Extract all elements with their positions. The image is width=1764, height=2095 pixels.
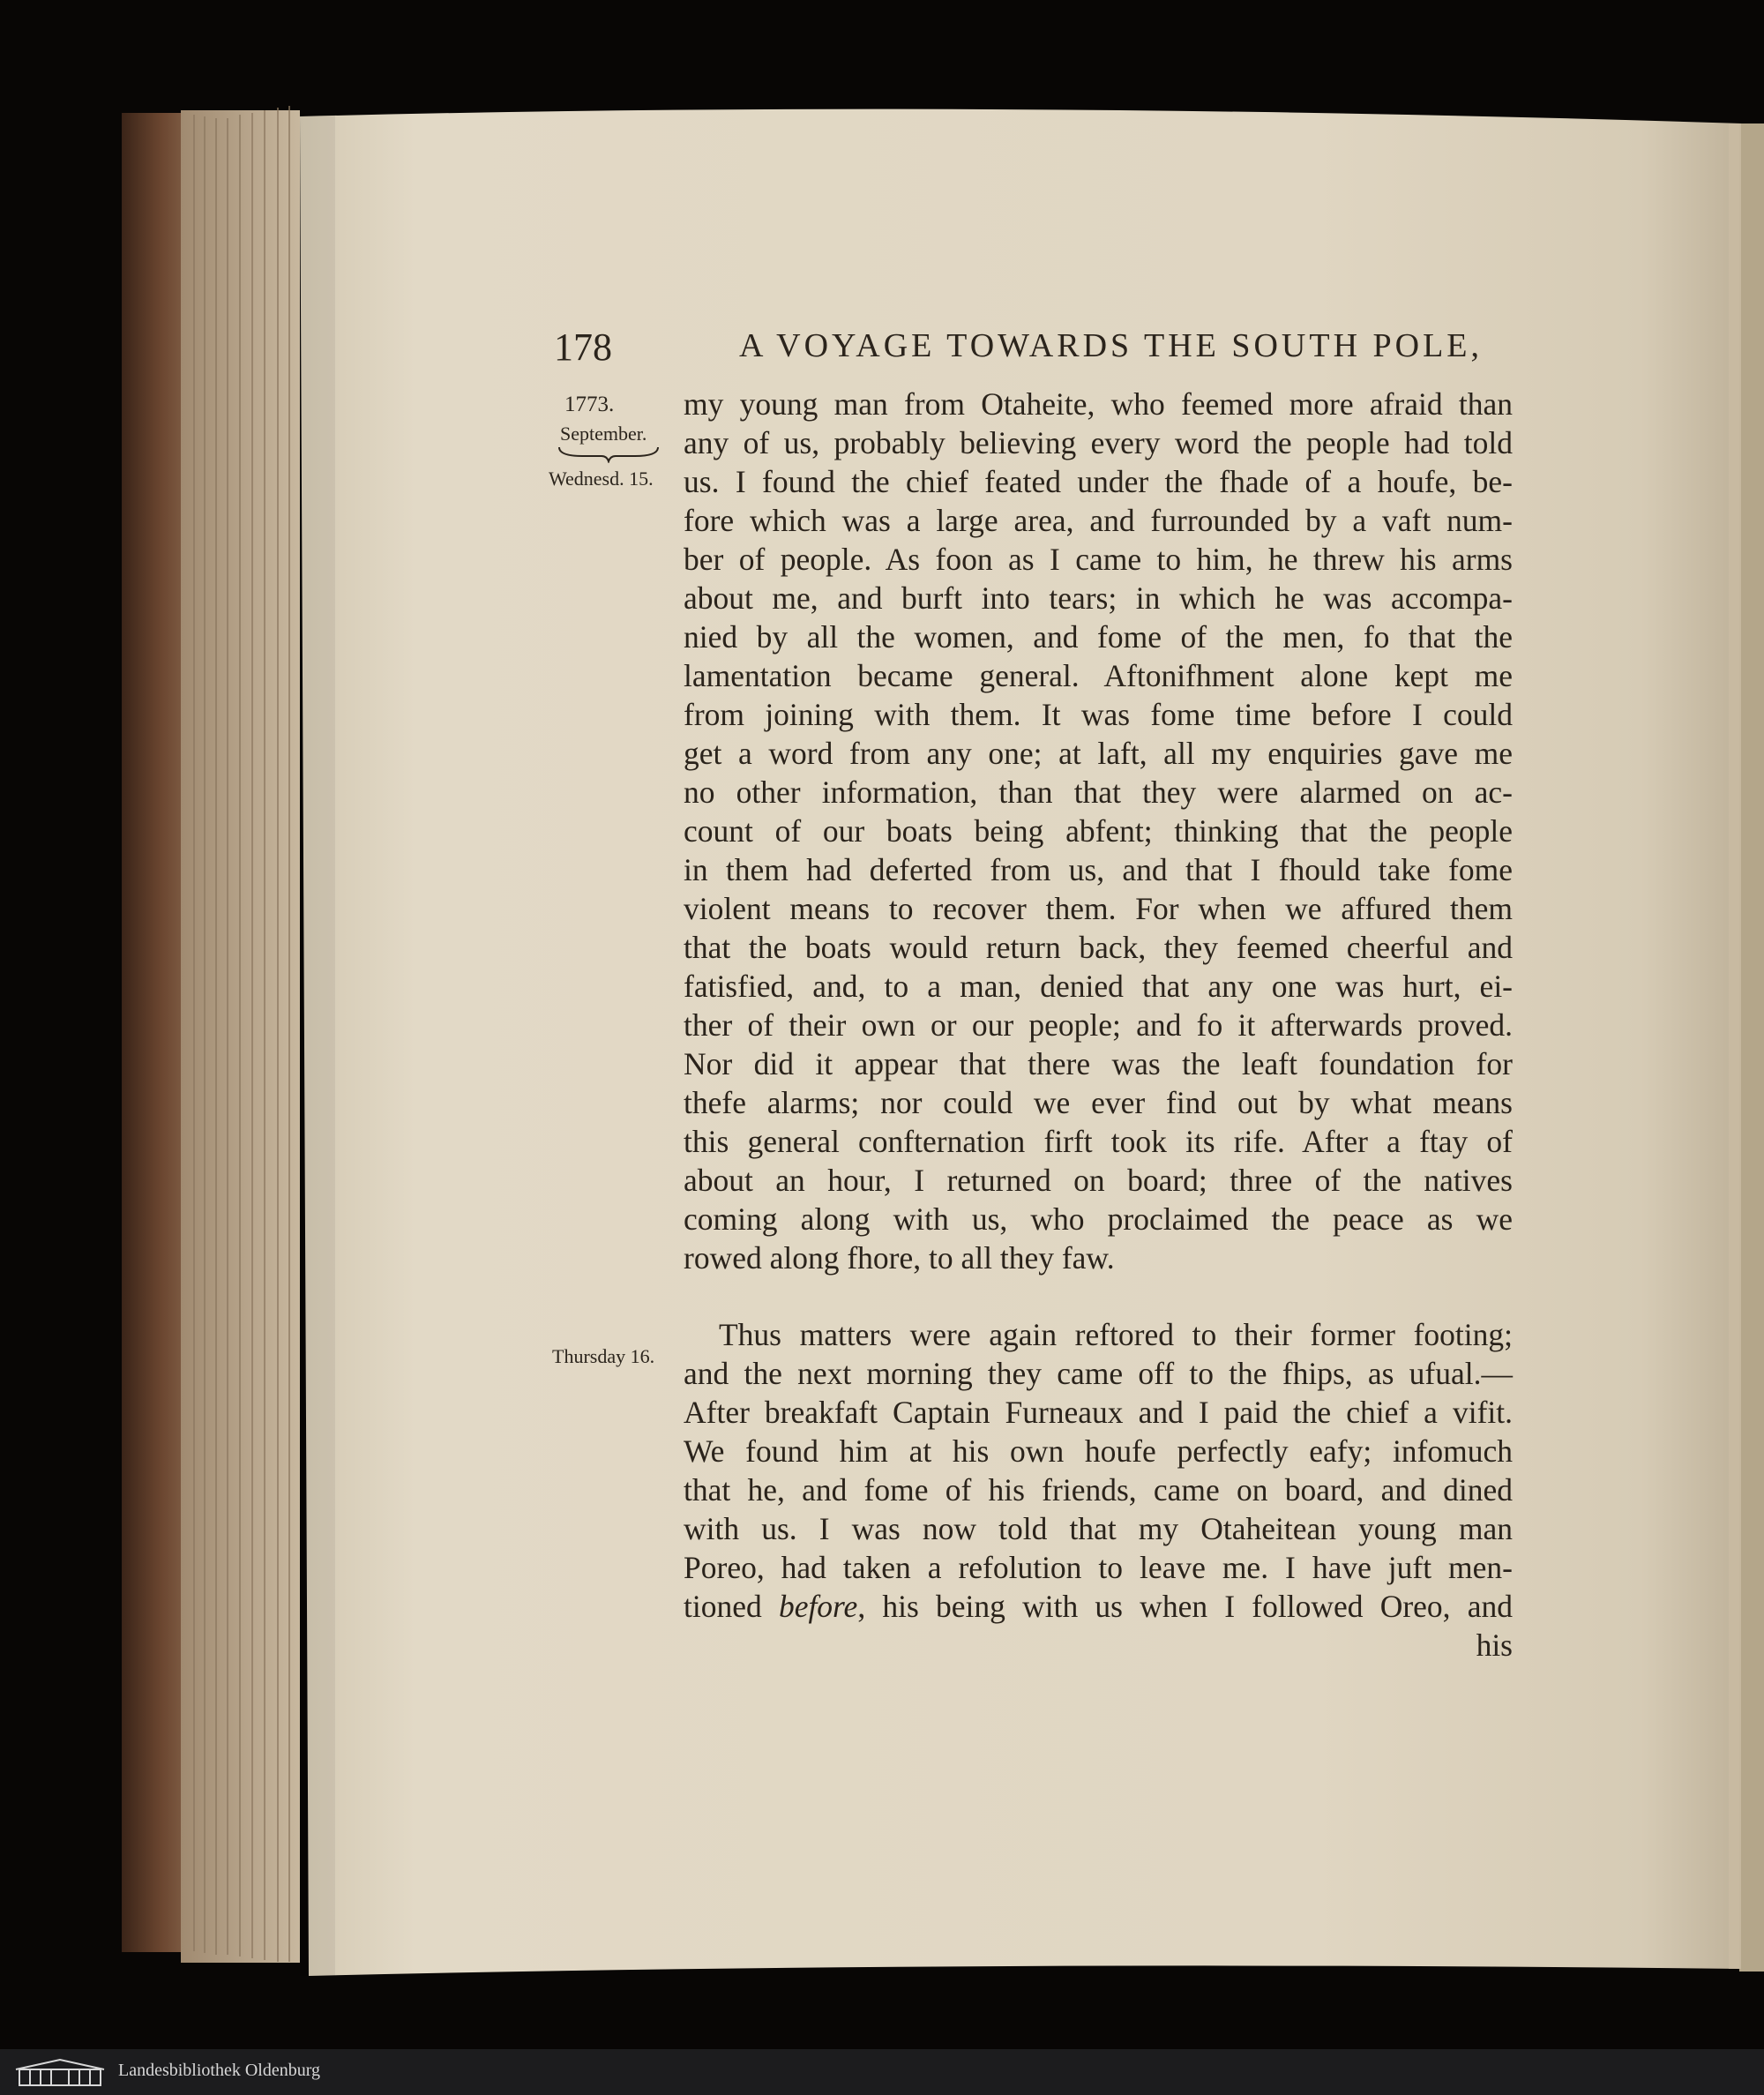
text-line: get a word from any one; at laft, all my enquiries gave me — [684, 736, 1513, 771]
text-line: violent means to recover them. For when we affured them — [684, 891, 1513, 926]
text-line: and the next morning they came off to the fhips, as ufual.— — [684, 1356, 1513, 1391]
page-number: 178 — [554, 325, 612, 369]
text-line: ber of people. As foon as I came to him, he threw his arms — [684, 542, 1513, 577]
text-line: no other information, than that they were alarmed on ac- — [684, 774, 1513, 810]
running-head: A VOYAGE TOWARDS THE SOUTH POLE, — [739, 327, 1484, 364]
margin-note-date: Wednesd. 15. — [549, 468, 654, 490]
catchword: his — [1476, 1627, 1513, 1663]
text-line: After breakfaft Captain Furneaux and I paid the chief a vifit. — [684, 1395, 1513, 1430]
text-line: Nor did it appear that there was the leaft foundation for — [684, 1046, 1513, 1081]
text-line: ther of their own or our people; and fo it afterwards proved. — [684, 1007, 1513, 1043]
text-line: from joining with them. It was fome time before I could — [684, 697, 1513, 732]
text-line: that he, and fome of his friends, came on board, and dined — [684, 1472, 1513, 1508]
library-building-icon — [12, 2057, 108, 2087]
text-line: count of our boats being abfent; thinking that the people — [684, 813, 1513, 849]
text-line: fore which was a large area, and furrounded by a vaft num- — [684, 503, 1513, 538]
text-line: with us. I was now told that my Otaheitean young man — [684, 1511, 1513, 1546]
text-line: rowed along fhore, to all they faw. — [684, 1240, 1115, 1276]
text-line: nied by all the women, and fome of the men, fo that the — [684, 619, 1513, 655]
text-line: us. I found the chief feated under the fhade of a houfe, be- — [684, 464, 1513, 499]
text-line: this general confternation firft took its rife. After a ftay of — [684, 1124, 1513, 1159]
text-line: tioned before, his being with us when I followed Oreo, and — [684, 1589, 1513, 1624]
text-line: my young man from Otaheite, who feemed more afraid than — [684, 386, 1513, 422]
margin-note-date: Thursday 16. — [552, 1345, 655, 1367]
text-line: Poreo, had taken a refolution to leave me. I have juft men- — [684, 1550, 1513, 1585]
facing-page-edge — [1739, 123, 1764, 1972]
text-line: that the boats would return back, they feemed cheerful and — [684, 930, 1513, 965]
text-line: Thus matters were again reftored to their former footing; — [719, 1317, 1513, 1352]
text-line: any of us, probably believing every word the people had told — [684, 425, 1513, 460]
text-line: coming along with us, who proclaimed the peace as we — [684, 1201, 1513, 1237]
text-line: about me, and burft into tears; in which he was accompa- — [684, 580, 1513, 616]
margin-note-year: 1773. — [564, 393, 615, 416]
text-line: about an hour, I returned on board; three of the natives — [684, 1163, 1513, 1198]
margin-note-month: September. — [560, 423, 647, 445]
text-line: We found him at his own houfe perfectly eafy; infomuch — [684, 1433, 1513, 1469]
text-line: fatisfied, and, to a man, denied that any one was hurt, ei- — [684, 969, 1513, 1004]
text-line: thefe alarms; nor could we ever find out by what means — [684, 1085, 1513, 1120]
library-name: Landesbibliothek Oldenburg — [118, 2061, 321, 2080]
text-line: in them had deferted from us, and that I fhould take fome — [684, 852, 1513, 887]
text-line: lamentation became general. Aftonifhment alone kept me — [684, 658, 1513, 693]
footer-bar — [0, 2049, 1764, 2095]
margin-brace — [556, 444, 662, 463]
